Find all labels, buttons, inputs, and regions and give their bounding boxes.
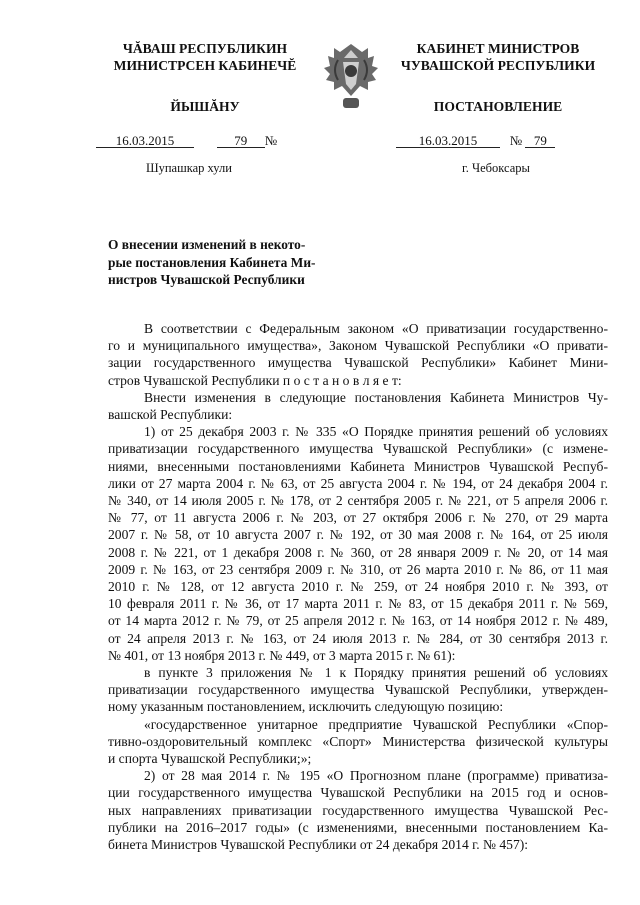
body-line: 2009 г. № 163, от 23 сентября 2009 г. № 310, от 26 марта 2010 г. № 86, от 11 мая — [108, 561, 608, 577]
number-right: 79 — [525, 134, 555, 148]
body-line: 2007 г. № 58, от 10 августа 2007 г. № 192, от 30 мая 2008 г. № 164, от 25 июля — [108, 527, 608, 543]
body-line: 10 февраля 2011 г. № 36, от 17 марта 2011 г. № 83, от 15 декабря 2011 г. № 569, — [108, 596, 608, 612]
body-line: вашской Республики: — [108, 407, 233, 423]
number-left: 79 — [217, 134, 265, 148]
body-line: зации государственного имущества Чувашской Республики» Кабинет Мини- — [108, 355, 608, 371]
doc-number-right — [396, 133, 555, 149]
body-line: 2008 г. № 221, от 1 декабря 2008 г. № 360, от 28 января 2009 г. № 20, от 14 мая — [108, 544, 608, 560]
body-line: бинета Министров Чувашской Республики от 24 декабря 2014 г. № 457): — [108, 837, 529, 853]
body-line: 1) от 25 декабря 2003 г. № 335 «О Порядке принятия решений об условиях — [144, 424, 608, 440]
body-line: лики от 27 марта 2004 г. № 63, от 25 августа 2004 г. № 194, от 24 декабря 2004 г. — [108, 475, 608, 491]
header-left-authority — [100, 40, 310, 74]
place-left: Шупашкар хули — [146, 161, 232, 175]
body-line: «государственное унитарное предприятие Чувашской Республики «Спор- — [144, 716, 608, 732]
header-right-line2: ЧУВАШСКОЙ РЕСПУБЛИКИ — [400, 58, 596, 73]
body-line: 2) от 28 мая 2014 г. № 195 «О Прогнозном плане (программе) приватиза- — [144, 768, 608, 784]
body-line: и спорта Чувашской Республики;»; — [108, 751, 312, 767]
header-left-line2: МИНИСТРСЕН КАБИНЕЧĔ — [113, 58, 297, 73]
body-line: ных направлениях приватизации государственного имущества Чувашской Рес- — [108, 802, 608, 818]
body-line: ции государственного имущества Чувашской Республики на 2015 год и основ- — [108, 785, 608, 801]
body-line: ному указанным постановлением, исключить следующую позицию: — [108, 699, 504, 715]
header-right-authority — [388, 40, 608, 74]
document-body — [108, 320, 608, 853]
doc-type-left: ЙЫШĂНУ — [170, 99, 240, 114]
body-line: от 14 марта 2012 г. № 79, от 25 апреля 2012 г. № 163, от 14 ноября 2012 г. № 489, — [108, 613, 608, 629]
body-line: № 401, от 13 ноября 2013 г. № 449, от 3 марта 2015 г. № 61): — [108, 647, 456, 663]
body-line: стров Чувашской Республики п о с т а н о в л я е т: — [108, 372, 402, 388]
date-left: 16.03.2015 — [96, 134, 194, 148]
number-sign-left: № — [264, 133, 278, 148]
body-line: ниями, внесенными постановлениями Кабинета Министров Чувашской Респуб- — [108, 458, 608, 474]
body-line: В соответствии с Федеральным законом «О приватизации государственно- — [144, 321, 608, 336]
body-line: от 24 апреля 2013 г. № 163, от 24 июля 2013 г. № 284, от 30 сентября 2013 г. — [108, 630, 608, 646]
body-line: тивно-оздоровительный комплекс «Спорт» Министерства физической культуры — [108, 733, 608, 749]
body-line: публики на 2016–2017 годы» (с изменениями, внесенными постановлением Ка- — [108, 819, 608, 835]
body-line: приватизации государственного имущества Чувашской Республики, утвержден- — [108, 682, 608, 698]
doc-number-left — [96, 133, 277, 149]
doc-type-right: ПОСТАНОВЛЕНИЕ — [433, 99, 563, 114]
title-line: нистров Чувашской Республики — [108, 272, 305, 287]
header-right-line1: КАБИНЕТ МИНИСТРОВ — [416, 41, 580, 56]
place-right: г. Чебоксары — [462, 161, 530, 175]
body-line: Внести изменения в следующие постановления Кабинета Министров Чу- — [144, 389, 608, 405]
document-title — [108, 236, 343, 289]
date-right: 16.03.2015 — [396, 134, 500, 148]
body-line: приватизации государственного имущества Чувашской Республики» (с измене- — [108, 441, 608, 457]
title-line: О внесении изменений в некото- — [108, 237, 306, 252]
header-left-line1: ЧĂВАШ РЕСПУБЛИКИН — [122, 41, 288, 56]
body-line: в пункте 3 приложения № 1 к Порядку принятия решений об условиях — [144, 665, 608, 681]
title-line: рые постановления Кабинета Ми- — [108, 254, 316, 270]
number-sign-right: № — [509, 133, 523, 148]
body-line: го и муниципального имущества», Законом Чувашской Республики «О привати- — [108, 338, 608, 354]
coat-of-arms-icon — [320, 40, 382, 110]
body-line: 2010 г. № 128, от 12 августа 2010 г. № 259, от 24 ноября 2010 г. № 393, от — [108, 579, 608, 595]
body-line: № 340, от 14 июля 2005 г. № 178, от 2 сентября 2005 г. № 221, от 5 апреля 2006 г. — [108, 493, 608, 509]
body-line: № 77, от 11 августа 2006 г. № 203, от 27 октября 2006 г. № 270, от 29 марта — [108, 510, 608, 526]
